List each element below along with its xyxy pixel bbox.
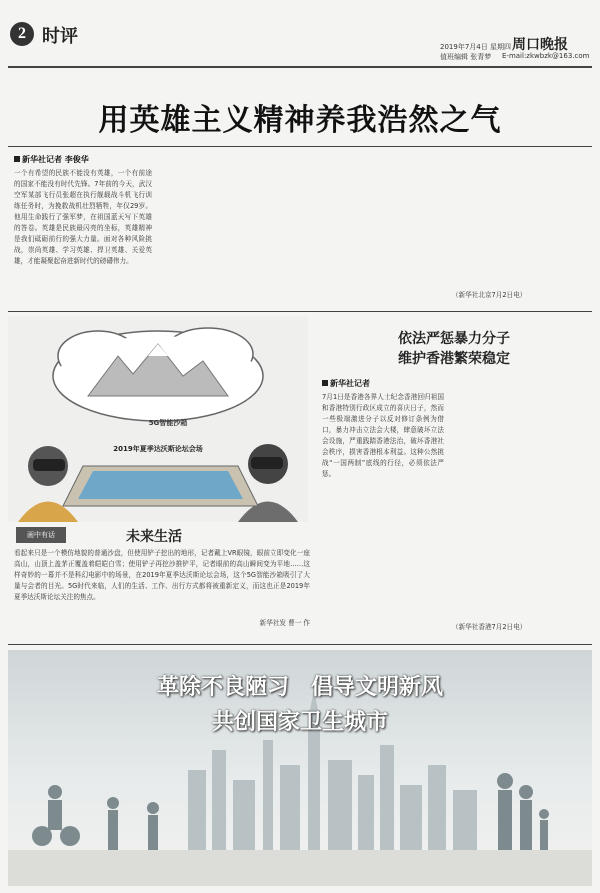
main-headline: 用英雄主义精神养我浩然之气 xyxy=(98,103,502,138)
feature-caption: 看起来只是一个模仿地貌的普通沙盘，但使用铲子挖出的地形，记者戴上VR眼镜，眼前立即变化一座高山，山顶上盖茅正覆盖着皑皑白雪；使用铲子再挖沙推铲平，记者眼前的高山瞬间变为平地……这样奇妙的一幕并不是科幻电影中的场景，在2019年夏季达沃斯论坛会场，这个5G智能沙箱吸引了大量与会者的目光。5G时代来临，人们的生活、工作、出行方式都将被重新定义，而这也正是2019年夏季达沃斯论坛关注的焦点。 xyxy=(14,549,310,601)
main-column-4 xyxy=(452,154,590,284)
poster-slogan-line1: 革除不良陋习 倡导文明新风 xyxy=(156,674,443,700)
side-byline-square-icon xyxy=(322,380,328,386)
feature-credit: 新华社发 曹一 作 xyxy=(259,619,310,627)
banner-label: 2019年夏季达沃斯论坛会场 xyxy=(113,445,203,453)
section-title: 时评 xyxy=(42,26,78,47)
booth-label: 5G智能沙箱 xyxy=(148,419,188,427)
feature-tag: 画中有话 xyxy=(16,527,66,543)
main-column-2 xyxy=(160,154,298,304)
side-headline-line2: 维护香港繁荣稳定 xyxy=(398,351,510,367)
headline-rule xyxy=(8,146,592,147)
byline-square-icon xyxy=(14,156,20,162)
feature-illustration xyxy=(8,316,308,522)
side-headline-line1: 依法严惩暴力分子 xyxy=(398,331,510,347)
feature-title: 未来生活 xyxy=(126,529,182,545)
main-byline: 新华社记者 李俊华 xyxy=(14,154,89,165)
poster-rule xyxy=(8,644,592,645)
public-service-poster xyxy=(8,650,592,886)
side-byline: 新华社记者 xyxy=(322,378,370,389)
side-source: （新华社香港7月2日电） xyxy=(452,623,527,631)
issue-date: 2019年7月4日 星期四 xyxy=(440,43,511,51)
main-column-1: 一个有希望的民族不能没有英雄，一个有前途的国家不能没有时代先锋。7年前的今天，武汉空军某部飞行员张超在执行舰载战斗机飞行训练任务时，为挽救战机壮烈牺牲，年仅29岁。他用生命践行了强军梦，在祖国蓝天写下英雄的答卷。英雄是民族最闪亮的坐标，英雄精神是我们砥砺前行的强大力量。面对各种风险挑战，崇尚英雄、学习英雄、捍卫英雄、关爱英雄，才能凝聚起奋进新时代的磅礴伟力。 xyxy=(14,169,152,265)
side-column-2 xyxy=(452,378,590,478)
masthead-logo: 周口晚报 xyxy=(512,37,568,53)
duty-editors: 值班编辑 张青梦 xyxy=(440,53,492,61)
side-column-4 xyxy=(452,558,590,620)
contact-email: E-mail:zkwbzk@163.com xyxy=(502,52,590,60)
section-rule xyxy=(8,311,592,312)
main-column-3 xyxy=(306,154,444,304)
main-source: （新华社北京7月2日电） xyxy=(452,291,527,299)
header-rule xyxy=(8,66,592,68)
poster-slogan-line2: 共创国家卫生城市 xyxy=(211,709,388,735)
side-column-1: 7月1日是香港各界人士纪念香港回归祖国和香港特别行政区成立的喜庆日子，然而一些极端激进分子以反对修订条例为借口，暴力冲击立法会大楼，肆意破坏立法会设施，严重践踏香港法治，破坏香港社会秩序，损害香港根本利益。这种公然挑战“一国两制”底线的行径，必须依法严惩。 xyxy=(322,393,444,478)
side-column-3 xyxy=(452,484,590,554)
page-number-badge: 2 xyxy=(10,22,34,46)
